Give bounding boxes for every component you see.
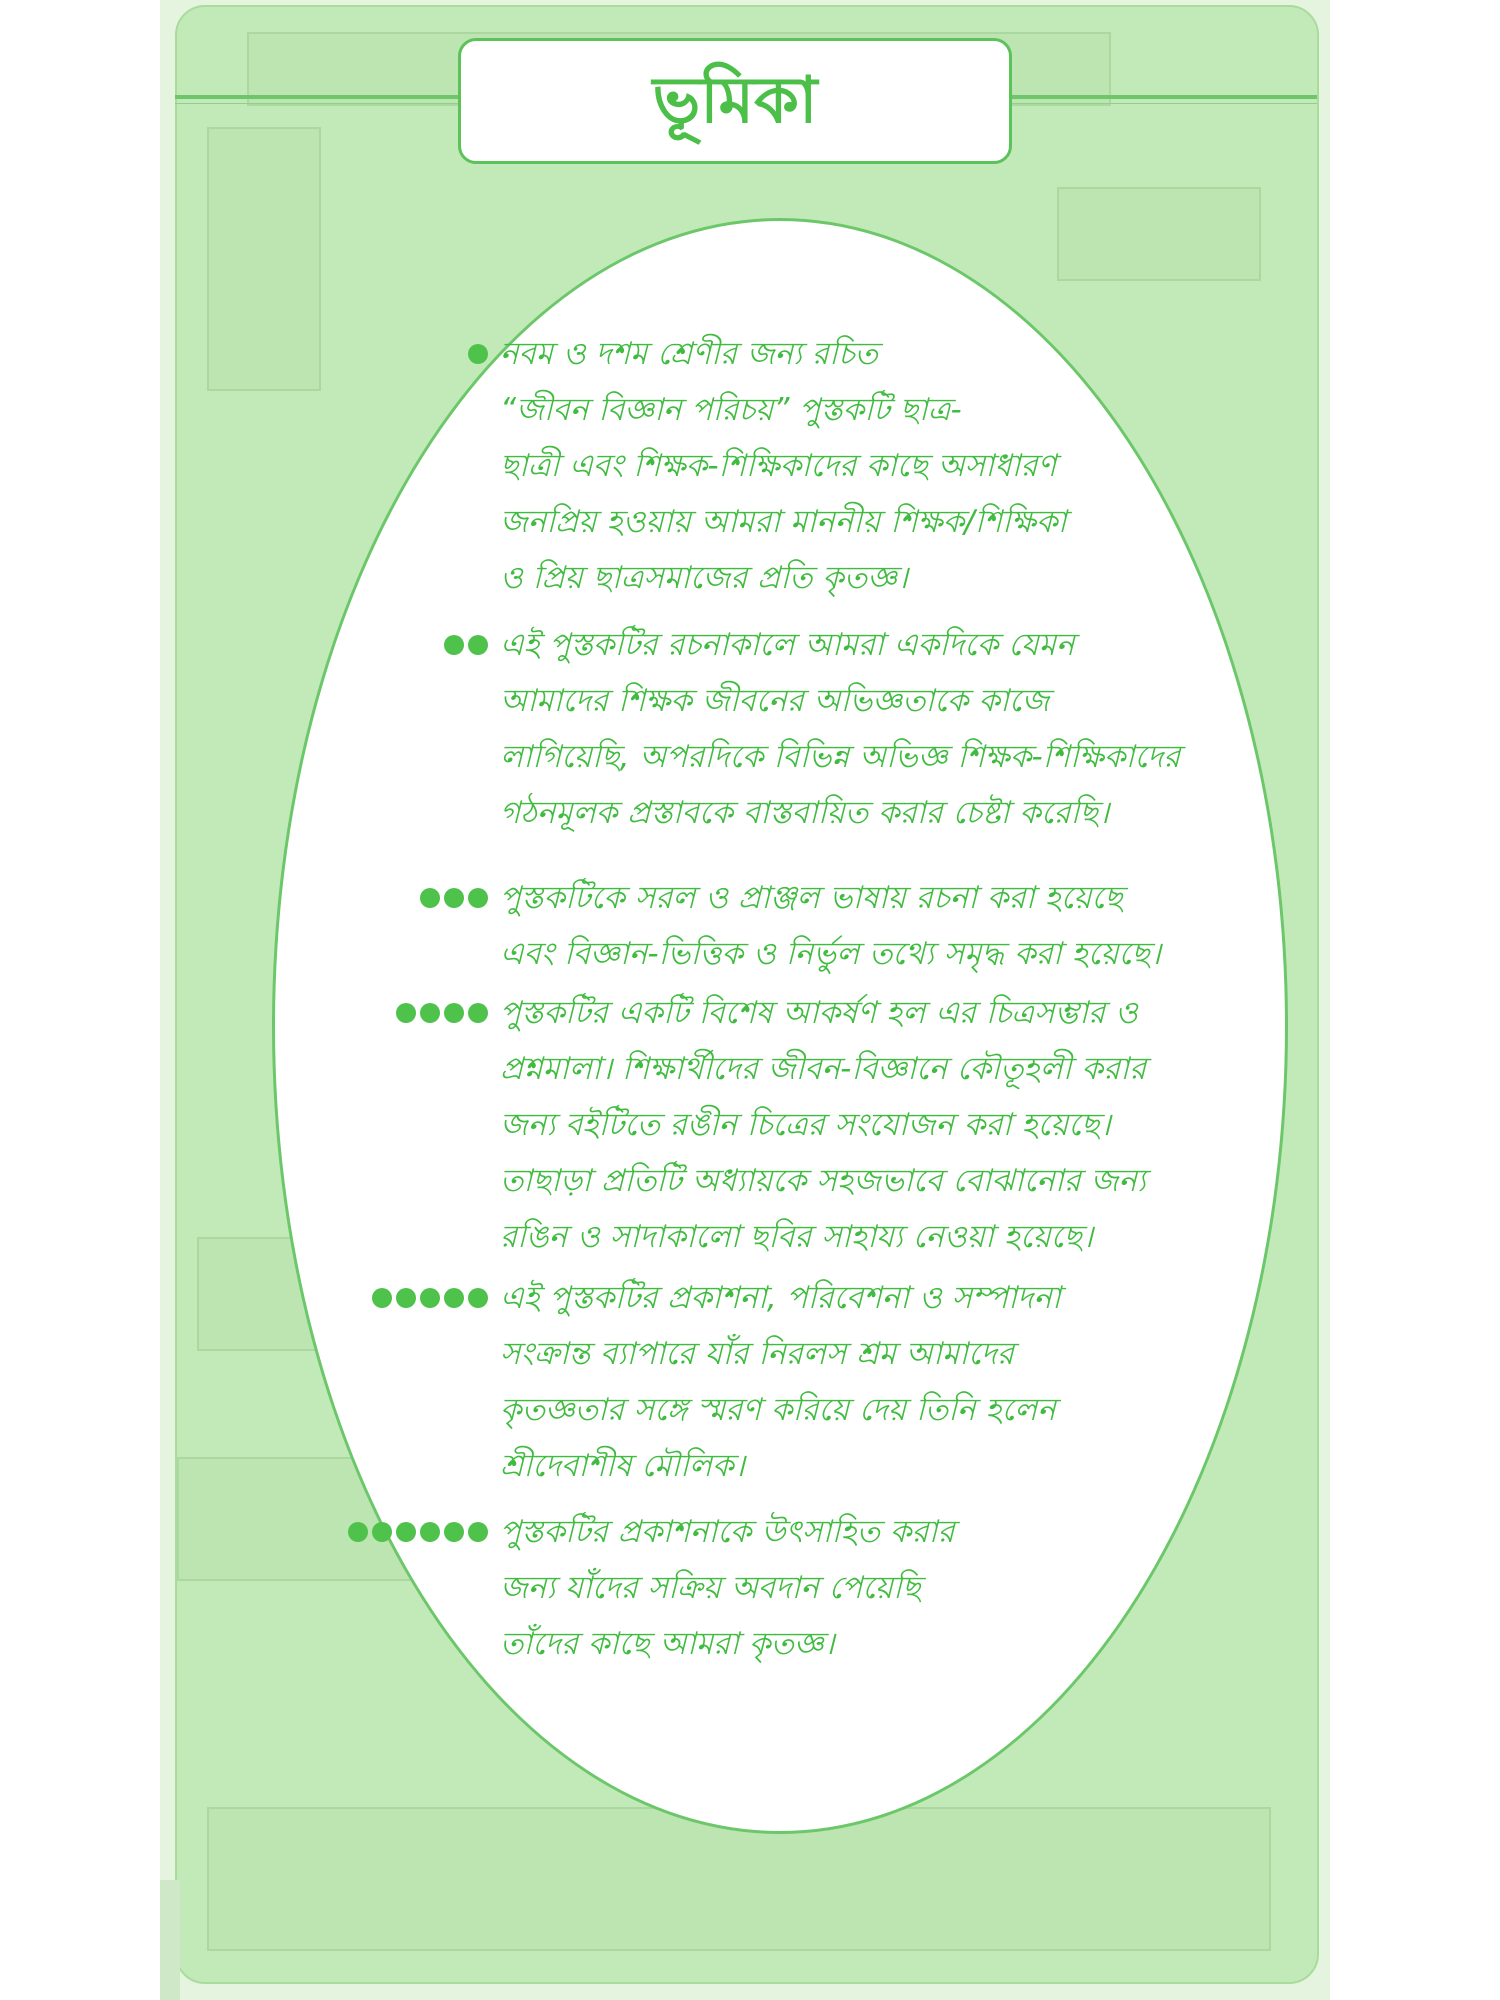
paragraph-line: কৃতজ্ঞতার সঙ্গে স্মরণ করিয়ে দেয় তিনি হলেন (500, 1392, 1056, 1428)
preface-paragraph (500, 1504, 1280, 1672)
bullet-dot (444, 635, 464, 655)
paragraph-line: তাঁদের কাছে আমরা কৃতজ্ঞ। (500, 1626, 835, 1662)
bullet-dot (468, 1288, 488, 1308)
paragraph-line: রঙিন ও সাদাকালো ছবির সাহায্য নেওয়া হয়েছে। (500, 1219, 1094, 1255)
paragraph-line: গঠনমূলক প্রস্তাবকে বাস্তবায়িত করার চেষ্টা করেছি। (500, 795, 1110, 831)
bullet-dot (372, 1288, 392, 1308)
bullet-dot (348, 1522, 368, 1542)
paragraph-line: এই পুস্তকটির রচনাকালে আমরা একদিকে যেমন (500, 627, 1075, 663)
paragraph-line: পুস্তকটির প্রকাশনাকে উৎসাহিত করার (500, 1514, 955, 1550)
paragraph-line: জন্য বইটিতে রঙীন চিত্রের সংযোজন করা হয়েছে। (500, 1107, 1111, 1143)
page-title: ভূমিকা (652, 63, 818, 138)
bullet-dot (444, 1522, 464, 1542)
paragraph-line: নবম ও দশম শ্রেণীর জন্য রচিত (500, 336, 878, 372)
bullet-marker (444, 617, 488, 673)
paragraph-line: আমাদের শিক্ষক জীবনের অভিজ্ঞতাকে কাজে (500, 683, 1050, 719)
paragraph-line: পুস্তকটির একটি বিশেষ আকর্ষণ হল এর চিত্রসম্ভার ও (500, 995, 1138, 1031)
bullet-dot (420, 888, 440, 908)
bullet-marker (348, 1504, 488, 1560)
paragraph-line: এবং বিজ্ঞান-ভিত্তিক ও নির্ভুল তথ্যে সমৃদ্ধ করা হয়েছে। (500, 936, 1161, 972)
preface-paragraph (500, 985, 1280, 1265)
preface-paragraph (500, 1270, 1280, 1494)
preface-paragraph (500, 617, 1280, 841)
bullet-dot (396, 1003, 416, 1023)
bullet-dot (468, 1003, 488, 1023)
paragraph-line: লাগিয়েছি, অপরদিকে বিভিন্ন অভিজ্ঞ শিক্ষক-শিক্ষিকাদের (500, 739, 1181, 775)
paragraph-line: তাছাড়া প্রতিটি অধ্যায়কে সহজভাবে বোঝানোর জন্য (500, 1163, 1146, 1199)
paragraph-line: পুস্তকটিকে সরল ও প্রাঞ্জল ভাষায় রচনা করা হয়েছে (500, 880, 1123, 916)
bullet-dot (420, 1522, 440, 1542)
paragraph-line: এই পুস্তকটির প্রকাশনা, পরিবেশনা ও সম্পাদনা (500, 1280, 1061, 1316)
paragraph-line: জন্য যাঁদের সক্রিয় অবদান পেয়েছি (500, 1570, 921, 1606)
paragraph-line: সংক্রান্ত ব্যাপারে যাঁর নিরলস শ্রম আমাদের (500, 1336, 1014, 1372)
bullet-marker (372, 1270, 488, 1326)
bullet-dot (468, 888, 488, 908)
paragraph-line: “জীবন বিজ্ঞান পরিচয়” পুস্তকটি ছাত্র- (500, 392, 962, 428)
paragraph-line: শ্রীদেবাশীষ মৌলিক। (500, 1448, 745, 1484)
bullet-dot (372, 1522, 392, 1542)
bullet-dot (468, 344, 488, 364)
bullet-dot (396, 1288, 416, 1308)
paragraph-line: জনপ্রিয় হওয়ায় আমরা মাননীয় শিক্ষক/শিক্ষিকা (500, 504, 1067, 540)
bullet-marker (420, 870, 488, 926)
bullet-dot (468, 635, 488, 655)
bullet-dot (396, 1522, 416, 1542)
preface-paragraph (500, 870, 1280, 982)
bullet-dot (444, 1003, 464, 1023)
bullet-marker (396, 985, 488, 1041)
paragraph-line: ও প্রিয় ছাত্রসমাজের প্রতি কৃতজ্ঞ। (500, 560, 908, 596)
paragraph-line: প্রশ্নমালা। শিক্ষার্থীদের জীবন-বিজ্ঞানে কৌতূহলী করার (500, 1051, 1147, 1087)
bullet-dot (444, 1288, 464, 1308)
bullet-dot (468, 1522, 488, 1542)
bullet-dot (420, 1003, 440, 1023)
paragraph-line: ছাত্রী এবং শিক্ষক-শিক্ষিকাদের কাছে অসাধারণ (500, 448, 1057, 484)
preface-paragraph (500, 326, 1280, 606)
bullet-dot (444, 888, 464, 908)
bullet-dot (420, 1288, 440, 1308)
bullet-marker (468, 326, 488, 382)
